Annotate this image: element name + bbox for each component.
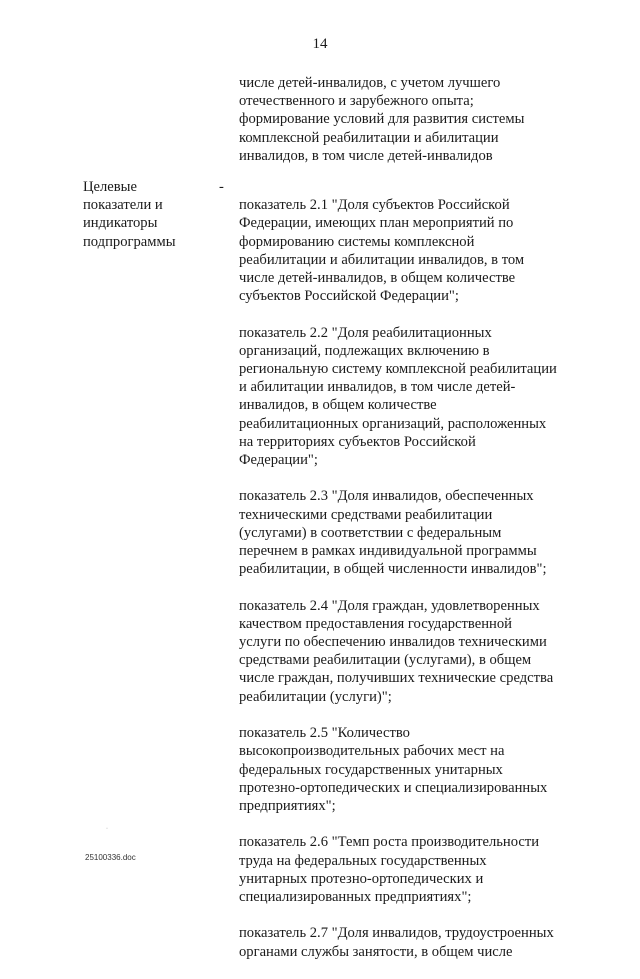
indicators-list bbox=[239, 178, 584, 979]
indicator-2-5: показатель 2.5 "Количество высокопроизводительных рабочих мест на федеральных государственных унитарных протезно-ортопедических и специализированных предприятиях"; bbox=[239, 725, 548, 814]
indicator-2-6: показатель 2.6 "Темп роста производительности труда на федеральных государственных унитарных протезно-ортопедических и специализированных предприятиях"; bbox=[239, 834, 540, 905]
section-label: Целевые показатели и индикаторы подпрограммы bbox=[83, 179, 176, 250]
label-dash: - bbox=[219, 179, 224, 195]
footer-filename: 25100336.doc bbox=[85, 853, 136, 862]
indicator-2-1: показатель 2.1 "Доля субъектов Российской Федерации, имеющих план мероприятий по формированию системы комплексной реабилитации и абилитации инвалидов, в том числе детей-инвалидов, в общем количестве субъектов Российской Федерации"; bbox=[239, 197, 525, 305]
indicator-2-2: показатель 2.2 "Доля реабилитационных организаций, подлежащих включению в региональную систему комплексной реабилитации и абилитации инвалидов, в том числе детей- инвалидов, в общем количестве реабилитационных организаций, расположенных на территориях субъектов Российской Федерации"; bbox=[239, 324, 557, 469]
page-number: 14 bbox=[312, 36, 328, 52]
intro-text-block: числе детей-инвалидов, с учетом лучшего отечественного и зарубежного опыта; формирование условий для развития системы комплексной реабилитации и абилитации инвалидов, в том числе детей-инвалидов bbox=[239, 75, 525, 164]
indicator-2-7: показатель 2.7 "Доля инвалидов, трудоустроенных органами службы занятости, в общем числе bbox=[239, 925, 554, 960]
indicator-2-3: показатель 2.3 "Доля инвалидов, обеспеченных техническими средствами реабилитации (услугами) в соответствии с федеральным перечнем в рамках индивидуальной программы реабилитации, в общей численности инвалидов"; bbox=[239, 488, 547, 578]
scan-mark: · bbox=[106, 826, 108, 832]
indicator-2-4: показатель 2.4 "Доля граждан, удовлетворенных качеством предоставления государственной услуги по обеспечению инвалидов техническими средствами реабилитации (услугами), в общем числе граждан, получивших технические средства реабилитации (услуги)"; bbox=[239, 597, 554, 705]
